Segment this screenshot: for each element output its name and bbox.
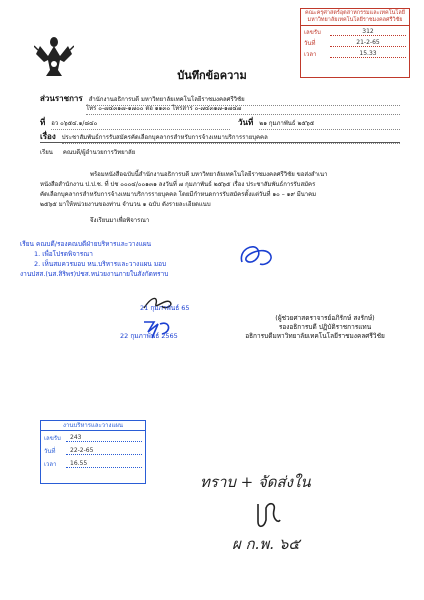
body-line-3: คัดเลือกบุคลากรสำหรับการจ้างเหมาบริการรายบุคคล โดยมีกำหนดการรับสมัครตั้งแต่วันที่ ๑๐ – ๑๙ มีนาคม bbox=[40, 191, 317, 198]
stamp-bottom-row-date bbox=[41, 444, 145, 457]
stamp-top-label: เลขรับ bbox=[304, 28, 321, 36]
stamp-bottom-header: งานบริหารและวางแผน bbox=[41, 421, 145, 431]
body-line-4: ๒๕๖๕ มาให้หน่วยงานของท่าน จำนวน ๑ ฉบับ ดังรายละเอียดแนบ bbox=[40, 201, 211, 208]
date-label: วันที่ bbox=[238, 118, 254, 127]
stamp-top-value: 15.33 bbox=[330, 50, 406, 58]
stamp-top-value: 312 bbox=[330, 28, 406, 36]
handwriting-blue-line4: งานปสส.(นส.สิริพร)ปชส.หน่วยงานภายในสังกัดทราบ bbox=[20, 270, 169, 278]
closing-line: จึงเรียนมาเพื่อพิจารณา bbox=[90, 217, 150, 224]
stamp-top-row-date bbox=[301, 37, 409, 48]
date-value: ๒๑ กุมภาพันธ์ ๒๕๖๕ bbox=[259, 119, 400, 130]
handwriting-ink-line1: ทราบ + จัดส่งใน bbox=[200, 473, 311, 491]
signature-ink-bottom-icon bbox=[252, 498, 282, 530]
agency-label: ส่วนราชการ bbox=[40, 94, 83, 103]
handwriting-blue-date2: 22 กุมภาพันธ์ 2565 bbox=[120, 332, 178, 340]
document-title: บันทึกข้อความ bbox=[177, 69, 247, 82]
stamp-top-label: วันที่ bbox=[304, 39, 316, 47]
date-row bbox=[238, 116, 400, 130]
stamp-bottom-row-time bbox=[41, 457, 145, 470]
reference-value: อว ๐๖๕๔.๑/๘๔๐ bbox=[51, 119, 230, 130]
header-divider bbox=[40, 142, 400, 143]
stamp-bottom-label: วันที่ bbox=[44, 447, 56, 455]
stamp-bottom-value: 16.55 bbox=[66, 460, 142, 468]
body-line-1: พร้อมหนังสือฉบับนี้สำนักงานอธิการบดี มหาวิทยาลัยเทคโนโลยีราชมงคลศรีวิชัย ขอส่งสำเนา bbox=[90, 171, 328, 178]
signer-title-2: อธิการบดีมหาวิทยาลัยเทคโนโลยีราชมงคลศรีวิชัย bbox=[245, 332, 385, 340]
handwriting-ink-line2: ผ ก.พ. ๖๕ bbox=[232, 535, 300, 553]
handwriting-blue-line3: 2. เห็นสมควรมอบ หน.บริหารและวางแผน มอบ bbox=[34, 260, 167, 268]
stamp-top-value: 21-2-65 bbox=[330, 39, 406, 47]
stamp-bottom-row-number bbox=[41, 431, 145, 444]
stamp-top-row-number bbox=[301, 26, 409, 37]
salutation bbox=[40, 148, 135, 158]
signature-blue-top-icon bbox=[236, 240, 276, 272]
stamp-top-label: เวลา bbox=[304, 50, 317, 58]
stamp-bottom-label: เวลา bbox=[44, 460, 57, 468]
signer-title-1: รองอธิการบดี ปฏิบัติราชการแทน bbox=[278, 323, 372, 331]
received-stamp-top bbox=[300, 8, 410, 78]
stamp-bottom-value: 22-2-65 bbox=[66, 447, 142, 455]
subject-label: เรื่อง bbox=[40, 132, 56, 141]
stamp-bottom-label: เลขรับ bbox=[44, 434, 61, 442]
stamp-top-header: คณะครุศาสตร์อุตสาหกรรมและเทคโนโลยี มหาวิทยาลัยเทคโนโลยีราชมงคลศรีวิชัย bbox=[301, 9, 409, 26]
signer-name: (ผู้ช่วยศาสตราจารย์อภิรักษ์ สงรักษ์) bbox=[275, 314, 375, 322]
stamp-top-row-time bbox=[301, 48, 409, 59]
body-line-2: หนังสือสำนักงาน ป.ป.ช. ที่ ปช ๐๐๐๔/๐๐๑๓๑ ลงวันที่ ๗ กุมภาพันธ์ ๒๕๖๕ เรื่อง ประชาสัมพันธ์การรับสมัคร bbox=[40, 181, 316, 188]
subject-value: ประชาสัมพันธ์การรับสมัครคัดเลือกบุคลากรสำหรับการจ้างเหมาบริการรายบุคคล bbox=[62, 133, 400, 144]
salutation-label: เรียน bbox=[40, 149, 53, 156]
stamp-bottom-value: 243 bbox=[66, 434, 142, 442]
reference-label: ที่ bbox=[40, 118, 46, 127]
salutation-value: คณบดี/ผู้อำนวยการวิทยาลัย bbox=[62, 149, 136, 156]
reference-row bbox=[40, 116, 230, 130]
handwriting-blue-date1: 21 กุมภาพันธ์ 65 bbox=[140, 304, 190, 312]
agency-value: สำนักงานอธิการบดี มหาวิทยาลัยเทคโนโลยีราชมงคลศรีวิชัย bbox=[89, 95, 400, 106]
handwriting-blue-line2: 1. เพื่อโปรดพิจารณา bbox=[34, 250, 93, 258]
agency-phone: โทร ๐-๗๔๓๑๗-๑๗๐๐ ต่อ ๑๑๓๐ โทรสาร ๐-๗๔๓๑๗-๑๗๔๗ bbox=[86, 104, 400, 115]
received-stamp-bottom bbox=[40, 420, 146, 484]
handwriting-blue-line1: เรียน คณบดี/รองคณบดีฝ่ายบริหารและวางแผน bbox=[20, 240, 152, 248]
